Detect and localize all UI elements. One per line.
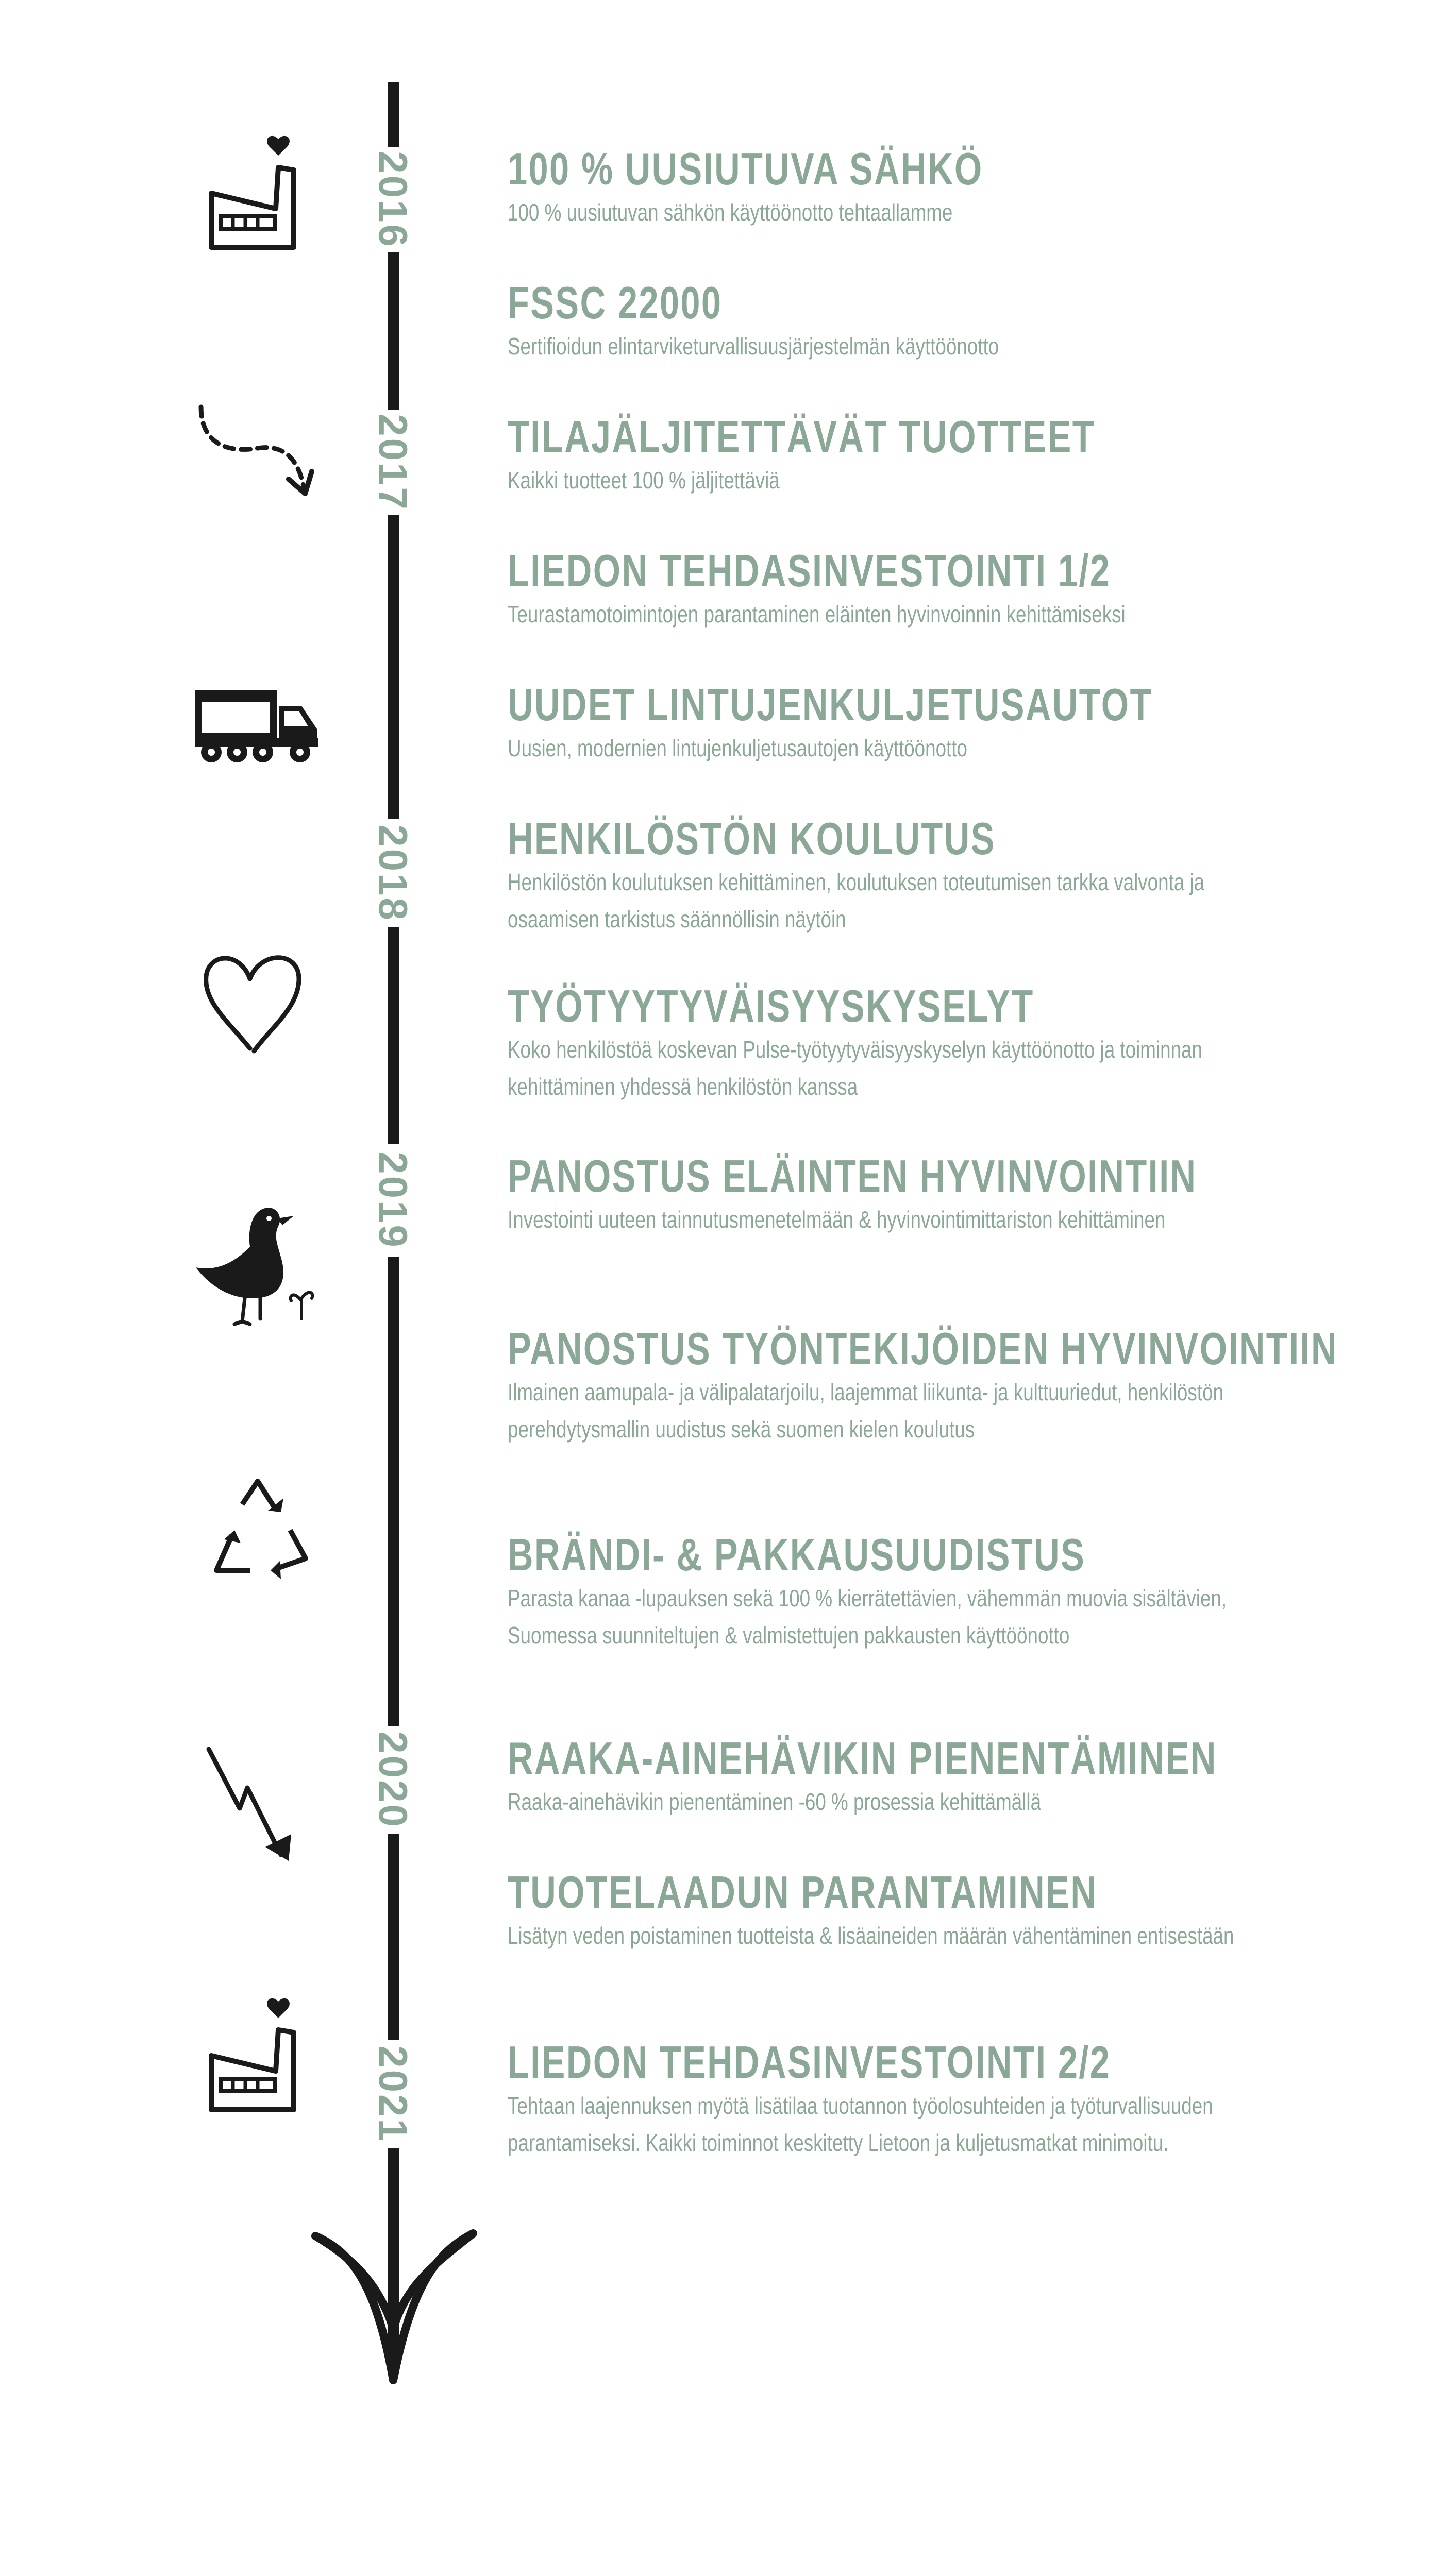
event-title: PANOSTUS ELÄINTEN HYVINVOINTIIN xyxy=(508,1150,1197,1201)
event-description: Tehtaan laajennuksen myötä lisätilaa tuotannon työolosuhteiden ja työturvallisuuden parantamiseksi. Kaikki toiminnot keskitetty Lietoon ja kuljetusmatkat minimoitu. xyxy=(508,2092,1213,2156)
timeline-event xyxy=(508,412,1281,499)
event-description: Kaikki tuotteet 100 % jäljitettäviä xyxy=(508,467,780,494)
event-title: 100 % UUSIUTUVA SÄHKÖ xyxy=(508,143,983,194)
timeline-event xyxy=(508,680,1281,767)
year-label-2018: 2018 xyxy=(371,824,416,922)
year-label-2020: 2020 xyxy=(371,1731,416,1829)
timeline-event xyxy=(508,1151,1281,1238)
event-description: Investointi uuteen tainnutusmenetelmään & hyvinvointimittariston kehittäminen xyxy=(508,1206,1166,1233)
event-title: LIEDON TEHDASINVESTOINTI 1/2 xyxy=(508,545,1111,596)
timeline-axis-segment xyxy=(388,927,399,1144)
event-title: FSSC 22000 xyxy=(508,277,723,328)
timeline-event xyxy=(508,278,1281,365)
event-title: UUDET LINTUJENKULJETUSAUTOT xyxy=(508,679,1153,730)
event-title: HENKILÖSTÖN KOULUTUS xyxy=(508,813,996,864)
factory-heart-icon xyxy=(206,131,304,255)
event-description: Koko henkilöstöä koskevan Pulse-työtyytyväisyyskyselyn käyttöönotto ja toiminnan kehittäminen yhdessä henkilöstön kanssa xyxy=(508,1036,1202,1100)
bird-sprout-icon xyxy=(191,1200,325,1329)
event-description: Henkilöstön koulutuksen kehittäminen, koulutuksen toteutumisen tarkka valvonta ja osaamisen tarkistus säännöllisin näytöin xyxy=(508,869,1205,933)
timeline-axis-segment xyxy=(388,1257,399,1726)
timeline-event xyxy=(508,1530,1281,1654)
lightning-down-arrow-icon xyxy=(198,1741,312,1870)
event-description: Teurastamotoimintojen parantaminen eläinten hyvinvoinnin kehittämiseksi xyxy=(508,601,1126,628)
year-label-2021: 2021 xyxy=(371,2045,416,2143)
recycle-icon xyxy=(204,1473,317,1587)
event-description: Uusien, modernien lintujenkuljetusautojen käyttöönotto xyxy=(508,735,967,761)
year-label-2017: 2017 xyxy=(371,414,416,512)
event-title: TUOTELAADUN PARANTAMINEN xyxy=(508,1867,1098,1918)
dashed-curve-arrow-icon xyxy=(196,402,320,505)
event-title: TYÖTYYTYVÄISYYSKYSELYT xyxy=(508,980,1034,1031)
timeline-event xyxy=(508,144,1281,231)
timeline-event xyxy=(508,2038,1281,2161)
event-description: 100 % uusiutuvan sähkön käyttöönotto tehtaallamme xyxy=(508,199,953,226)
timeline-axis-segment xyxy=(388,252,399,410)
event-description: Parasta kanaa -lupauksen sekä 100 % kierrätettävien, vähemmän muovia sisältävien, Suomessa suunniteltujen & valmistettujen pakkausten käyttöönotto xyxy=(508,1585,1227,1649)
timeline-event xyxy=(508,1734,1281,1820)
event-title: RAAKA-AINEHÄVIKIN PIENENTÄMINEN xyxy=(508,1733,1217,1784)
timeline-axis-segment xyxy=(388,82,399,147)
truck-icon xyxy=(191,680,325,768)
event-description: Sertifioidun elintarviketurvallisuusjärjestelmän käyttöönotto xyxy=(508,333,999,360)
arrowhead-icon xyxy=(309,2205,479,2391)
timeline-event xyxy=(508,546,1281,633)
event-title: LIEDON TEHDASINVESTOINTI 2/2 xyxy=(508,2037,1111,2088)
timeline-event xyxy=(508,1868,1281,1954)
event-description: Lisätyn veden poistaminen tuotteista & lisäaineiden määrän vähentäminen entisestään xyxy=(508,1922,1234,1949)
year-label-2016: 2016 xyxy=(371,151,416,249)
timeline-axis-segment xyxy=(388,1834,399,2040)
heart-icon xyxy=(198,945,307,1059)
event-description: Raaka-ainehävikin pienentäminen -60 % prosessia kehittämällä xyxy=(508,1788,1042,1815)
event-description: Ilmainen aamupala- ja välipalatarjoilu, laajemmat liikunta- ja kulttuuriedut, henkilöstön perehdytysmallin uudistus sekä suomen kielen koulutus xyxy=(508,1379,1223,1443)
event-title: BRÄNDI- & PAKKAUSUUDISTUS xyxy=(508,1529,1086,1580)
timeline-event xyxy=(508,814,1281,938)
event-title: PANOSTUS TYÖNTEKIJÖIDEN HYVINVOINTIIN xyxy=(508,1323,1338,1374)
timeline-event xyxy=(508,981,1281,1105)
factory-heart-icon xyxy=(206,1994,304,2117)
year-label-2019: 2019 xyxy=(371,1151,416,1249)
event-title: TILAJÄLJITETTÄVÄT TUOTTEET xyxy=(508,411,1095,462)
timeline-event xyxy=(508,1323,1338,1448)
timeline-axis-segment xyxy=(388,515,399,819)
